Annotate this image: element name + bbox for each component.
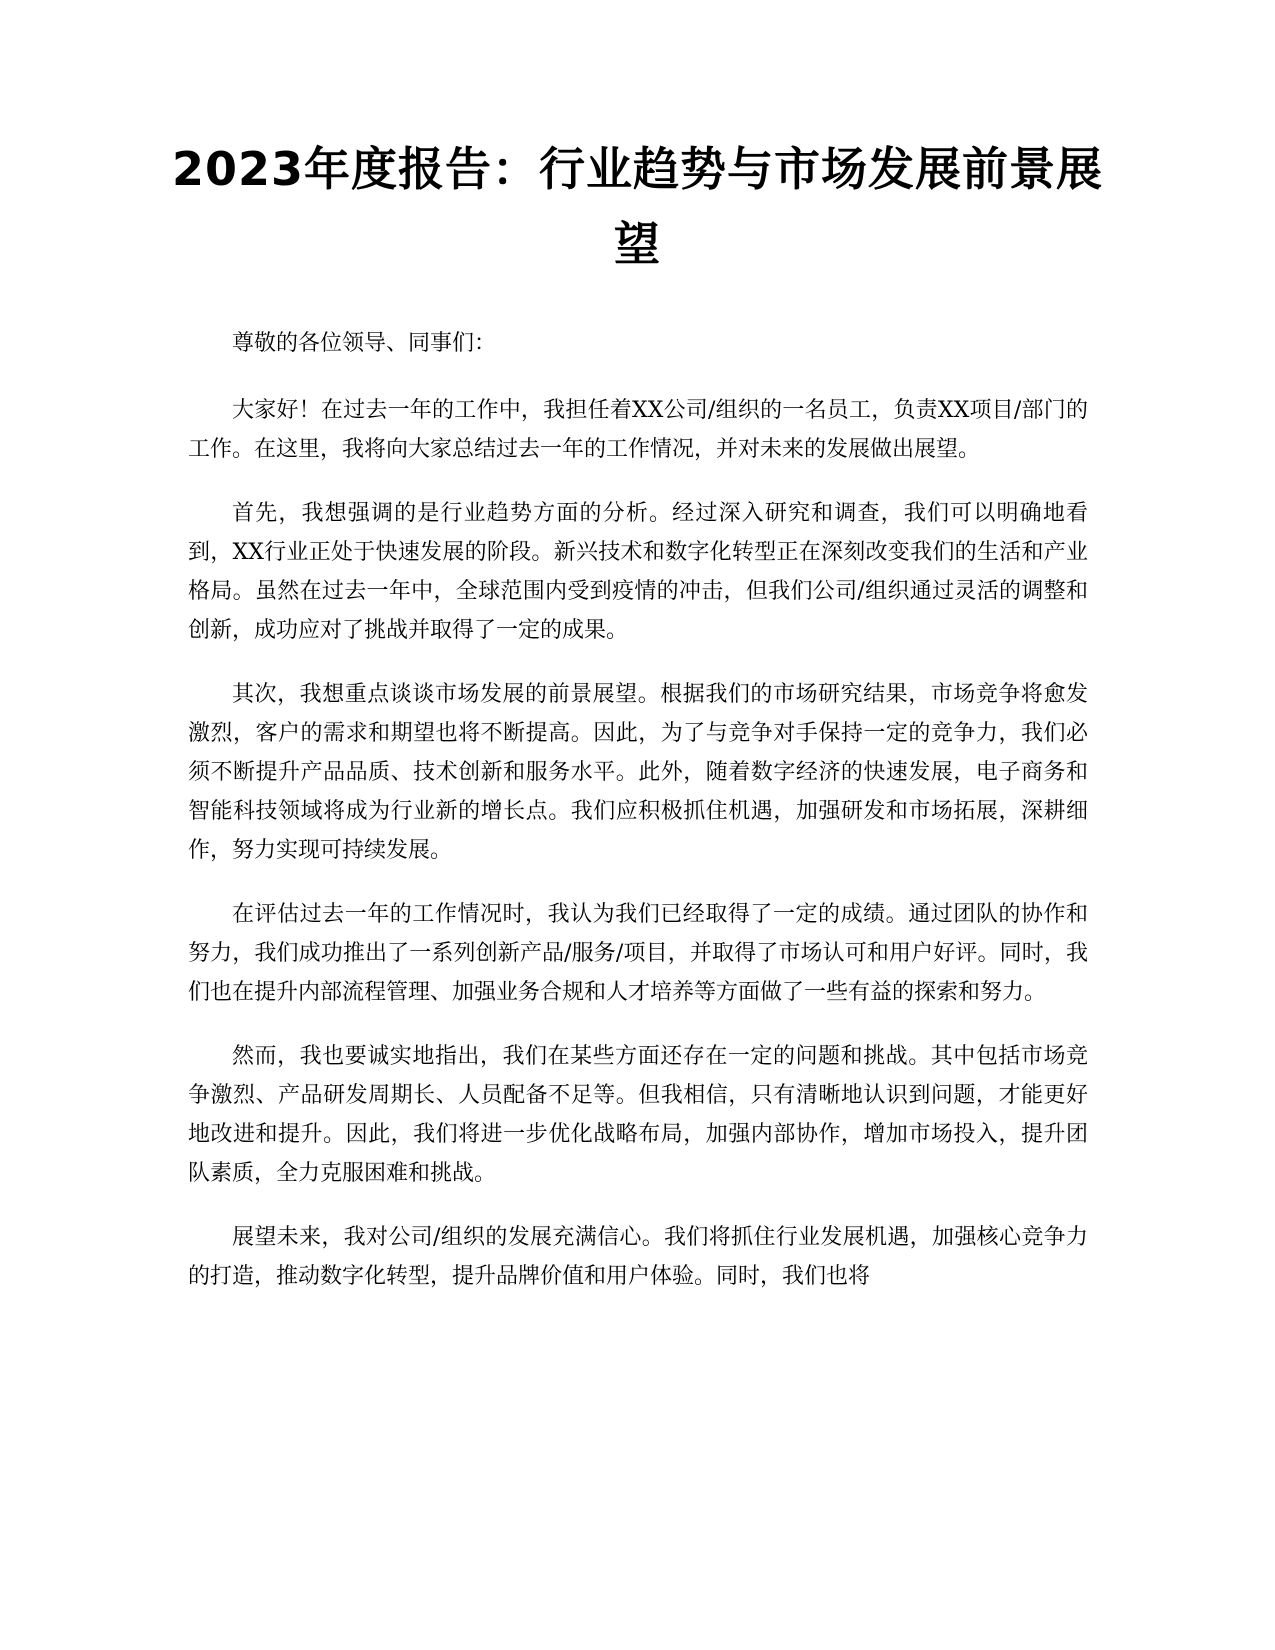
body-paragraph-3: 其次，我想重点谈谈市场发展的前景展望。根据我们的市场研究结果，市场竞争将愈发激烈，客户的需求和期望也将不断提高。因此，为了与竞争对手保持一定的竞争力，我们必须不断提升产品品质、技术创新和服务水平。此外，随着数字经济的快速发展，电子商务和智能科技领域将成为行业新的增长点。我们应积极抓住机遇，加强研发和市场拓展，深耕细作，努力实现可持续发展。 xyxy=(188,682,1088,863)
body-paragraph-2: 首先，我想强调的是行业趋势方面的分析。经过深入研究和调查，我们可以明确地看到，XX行业正处于快速发展的阶段。新兴技术和数字化转型正在深刻改变我们的生活和产业格局。虽然在过去一年中，全球范围内受到疫情的冲击，但我们公司/组织通过灵活的调整和创新，成功应对了挑战并取得了一定的成果。 xyxy=(188,501,1088,643)
body-paragraph-1: 大家好！在过去一年的工作中，我担任着XX公司/组织的一名员工，负责XX项目/部门的工作。在这里，我将向大家总结过去一年的工作情况，并对未来的发展做出展望。 xyxy=(188,398,1088,462)
body-paragraph-5: 然而，我也要诚实地指出，我们在某些方面还存在一定的问题和挑战。其中包括市场竞争激烈、产品研发周期长、人员配备不足等。但我相信，只有清晰地认识到问题，才能更好地改进和提升。因此，我们将进一步优化战略布局，加强内部协作，增加市场投入，提升团队素质，全力克服困难和挑战。 xyxy=(188,1044,1088,1186)
body-paragraph-6: 展望未来，我对公司/组织的发展充满信心。我们将抓住行业发展机遇，加强核心竞争力的打造，推动数字化转型，提升品牌价值和用户体验。同时，我们也将 xyxy=(188,1225,1088,1289)
document-title: 2023年度报告：行业趋势与市场发展前景展望 xyxy=(171,142,1104,271)
document-body xyxy=(188,324,1088,1321)
greeting-paragraph: 尊敬的各位领导、同事们： xyxy=(232,331,497,356)
body-paragraph-4: 在评估过去一年的工作情况时，我认为我们已经取得了一定的成绩。通过团队的协作和努力，我们成功推出了一系列创新产品/服务/项目，并取得了市场认可和用户好评。同时，我们也在提升内部流程管理、加强业务合规和人才培养等方面做了一些有益的探索和努力。 xyxy=(188,902,1088,1005)
